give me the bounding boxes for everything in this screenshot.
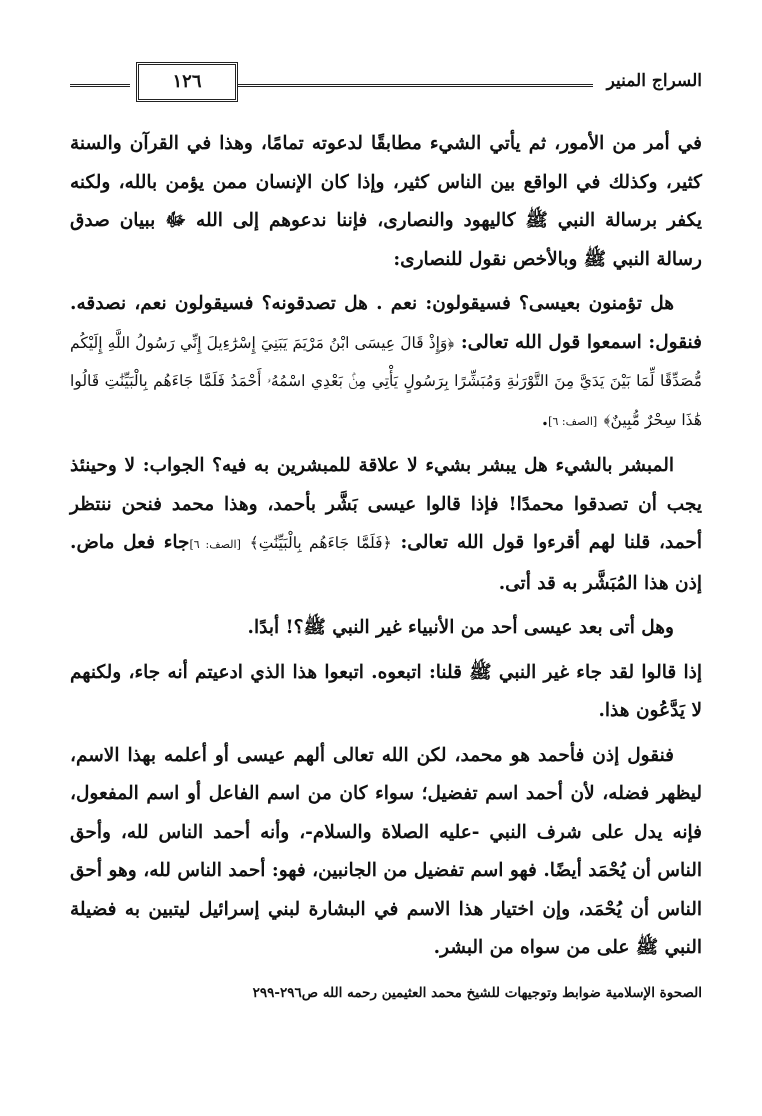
paragraph-text: وهل أتى بعد عيسى أحد من الأنبياء غير النبي ﷺ؟! أبدًا. [247,617,674,638]
quran-verse: ﴿فَلَمَّا جَاءَهُم بِالْبَيِّنَٰتِ﴾ [249,534,392,552]
paragraph-1 [70,125,702,279]
paragraph-text: في أمر من الأمور، ثم يأتي الشيء مطابقًا لدعوته تمامًا، وهذا في القرآن والسنة كثير، وكذلك في الواقع بين الناس كثير، وإذا كان الإنسان ممن يؤمن بالله، ولكنه يكفر برسالة النبي ﷺ كاليهود والنصارى، فإننا ندعوهم إلى الله ﷻ ببيان صدق رسالة النبي ﷺ وبالأخص نقول للنصارى: [70,133,702,270]
page-number: ١٢٦ [172,71,202,92]
quran-verse: ﴿وَإِذْ قَالَ عِيسَى ابْنُ مَرْيَمَ يَبَنِيَ إِسْرَٰءِيلَ إِنِّي رَسُولُ اللَّهِ إِلَيْكُم مُّصَدِّقًا لِّمَا بَيْنَ يَدَيَّ مِنَ التَّوْرَىٰةِ وَمُبَشِّرًا بِرَسُولٍ يَأْتِي مِنۢ بَعْدِي اسْمُهُۥ أَحْمَدُ فَلَمَّا جَاءَهُم بِالْبَيِّنَٰتِ قَالُوا هَٰذَا سِحْرٌ مُّبِينٌ﴾ [70,333,702,429]
paragraph-6 [70,737,702,968]
paragraph-tail: جاء فعل ماض. إذن هذا المُبَشَّر به قد أتى. [70,532,702,594]
paragraph-2 [70,285,702,441]
book-title: السراج المنير [606,71,702,91]
source-citation: الصحوة الإسلامية ضوابط وتوجيهات للشيخ محمد العثيمين رحمه الله ص٢٩٦-٢٩٩ [252,985,702,1001]
paragraph-text: المبشر بالشيء هل يبشر بشيء لا علاقة للمبشرين به فيه؟ الجواب: لا وحينئذ يجب أن تصدقوا محمدًا! فإذا قالوا عيسى بَشَّر بأحمد، وهذا محمد فنحن ننتظر أحمد، قلنا لهم أقرءوا قول الله تعالى: [70,455,702,553]
paragraph-tail: . [541,408,549,430]
page-header [70,58,702,102]
paragraph-text: إذا قالوا لقد جاء غير النبي ﷺ قلنا: اتبعوه. اتبعوا هذا الذي ادعيتم أنه جاء، ولكنهم لا يَدَّعُون هذا. [70,661,702,721]
page-number-box [136,62,238,102]
page-body [70,125,702,974]
paragraph-4 [70,609,702,648]
paragraph-5 [70,654,702,731]
header-rule-left [70,84,130,87]
verse-reference: [الصف: ٦] [189,538,241,551]
header-rule-middle [238,84,593,87]
paragraph-text: هل تؤمنون بعيسى؟ فسيقولون: نعم . هل تصدقونه؟ فسيقولون نعم، نصدقه. فنقول: اسمعوا قول الله تعالى: [70,293,702,353]
verse-reference: [الصف: ٦] [548,414,598,428]
paragraph-text: فنقول إذن فأحمد هو محمد، لكن الله تعالى ألهم عيسى أو أعلمه بهذا الاسم، ليظهر فضله، لأن أحمد اسم تفضيل؛ سواء كان من اسم الفاعل أو اسم المفعول، فإنه يدل على شرف النبي -عليه الصلاة والسلام-، وأنه أحمد الناس لله، وأحق الناس أن يُحْمَد أيضًا. فهو اسم تفضيل من الجانبين، فهو: أحمد الناس لله، وهو أحق الناس أن يُحْمَد، وإن اختيار هذا الاسم في البشارة لبني إسرائيل ليتبين به فضيلة النبي ﷺ على من سواه من البشر. [70,744,702,958]
paragraph-3 [70,447,702,603]
